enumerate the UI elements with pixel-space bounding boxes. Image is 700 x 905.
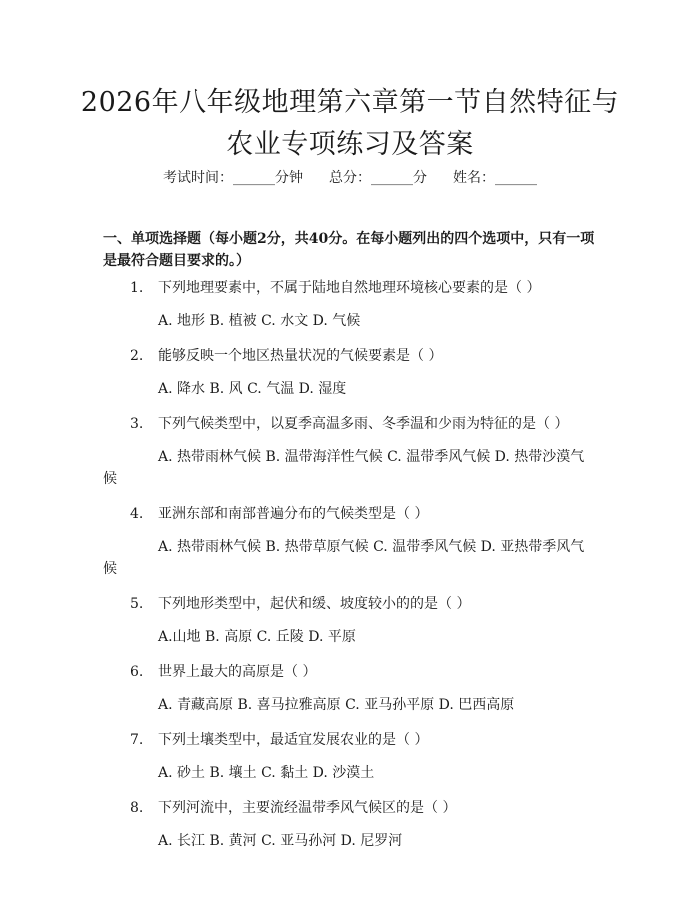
total-score: 总分：______分 (329, 170, 427, 186)
question-options (0, 757, 700, 792)
options-text: A. 热带雨林气候 B. 热带草原气候 C. 温带季风气候 D. 亚热带季风气 (158, 539, 585, 555)
options-text: A.山地 B. 高原 C. 丘陵 D. 平原 (158, 629, 356, 645)
question-number: 5. (130, 596, 144, 612)
options-text: A. 热带雨林气候 B. 温带海洋性气候 C. 温带季风气候 D. 热带沙漠气 (158, 449, 585, 465)
options-text: A. 砂土 B. 壤土 C. 黏土 D. 沙漠土 (158, 765, 375, 781)
question-options (0, 825, 700, 860)
exam-info (0, 169, 700, 187)
question-number: 4. (130, 506, 144, 522)
question-item (0, 272, 700, 340)
question-text: 下列土壤类型中，最适宜发展农业的是（ ） (158, 732, 429, 748)
question-options (0, 305, 700, 340)
question-text: 亚洲东部和南部普遍分布的气候类型是（ ） (158, 506, 429, 522)
question-item (0, 792, 700, 860)
options-text-continuation: 候 (103, 471, 117, 487)
title-line-2: 农业专项练习及答案 (226, 129, 474, 160)
question-options (0, 441, 700, 498)
question-item (0, 498, 700, 588)
question-number: 6. (130, 664, 144, 680)
section-heading: 一、单项选择题（每小题2分，共40分。在每小题列出的四个选项中，只有一项是最符合题目要求的。） (103, 231, 595, 269)
question-number: 2. (130, 348, 144, 364)
question-text: 世界上最大的高原是（ ） (158, 664, 317, 680)
question-text: 下列气候类型中，以夏季高温多雨、冬季温和少雨为特征的是（ ） (158, 416, 569, 432)
question-item (0, 656, 700, 724)
options-text: A. 地形 B. 植被 C. 水文 D. 气候 (158, 313, 361, 329)
question-number: 3. (130, 416, 144, 432)
title-line-1: 2026年八年级地理第六章第一节自然特征与 (80, 87, 620, 118)
question-text: 能够反映一个地区热量状况的气候要素是（ ） (158, 348, 443, 364)
question-item (0, 724, 700, 792)
document-title (0, 82, 700, 166)
options-text-continuation: 候 (103, 561, 117, 577)
options-text: A. 青藏高原 B. 喜马拉雅高原 C. 亚马孙平原 D. 巴西高原 (158, 697, 515, 713)
question-list (0, 272, 700, 860)
question-options (0, 373, 700, 408)
question-item (0, 340, 700, 408)
question-options (0, 531, 700, 588)
question-text: 下列地形类型中，起伏和缓、坡度较小的的是（ ） (158, 596, 471, 612)
question-number: 7. (130, 732, 144, 748)
question-options (0, 621, 700, 656)
exam-time: 考试时间：______分钟 (163, 170, 303, 186)
question-options (0, 689, 700, 724)
question-number: 8. (130, 800, 144, 816)
options-text: A. 长江 B. 黄河 C. 亚马孙河 D. 尼罗河 (158, 833, 403, 849)
question-text: 下列河流中，主要流经温带季风气候区的是（ ） (158, 800, 457, 816)
options-text: A. 降水 B. 风 C. 气温 D. 湿度 (158, 381, 347, 397)
question-item (0, 588, 700, 656)
question-text: 下列地理要素中，不属于陆地自然地理环境核心要素的是（ ） (158, 280, 541, 296)
student-name: 姓名：______ (453, 170, 537, 186)
question-number: 1. (130, 280, 144, 296)
question-item (0, 408, 700, 498)
